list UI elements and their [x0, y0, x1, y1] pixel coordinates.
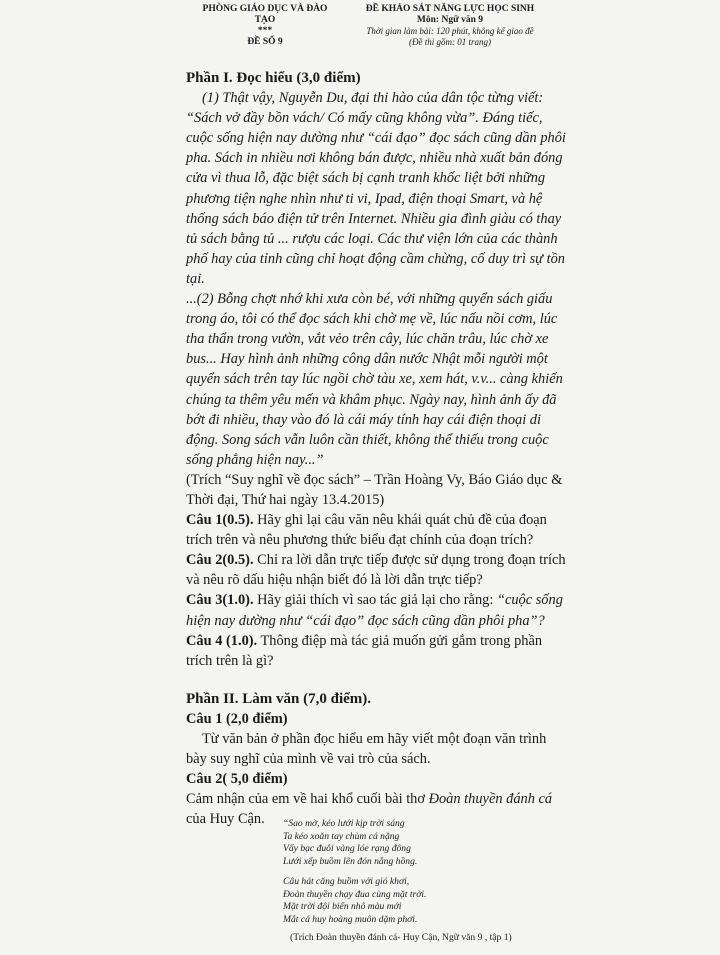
poem-line: Đoàn thuyền chạy đua cùng mặt trời.	[283, 888, 427, 900]
question-2	[186, 550, 566, 590]
part1-title: Phần I. Đọc hiểu (3,0 điểm)	[186, 70, 361, 86]
essay-2-label: Câu 2( 5,0 điểm)	[186, 771, 288, 788]
department-name: PHÒNG GIÁO DỤC VÀ ĐÀO	[202, 4, 328, 14]
passage-source: (Trích “Suy nghĩ về đọc sách” – Trần Hoàng Vy, Báo Giáo dục & Thời đại, Thứ hai ngày 13.4.2015)	[186, 471, 563, 508]
page-count: (Đề thi gồm: 01 trang)	[409, 37, 491, 47]
passage-paragraph-1: (1) Thật vậy, Nguyễn Du, đại thi hào của dân tộc từng viết: “Sách vở đầy bồn vách/ Có mấy cũng không vừa”. Đáng tiếc, cuộc sống hiện nay dường như “cái đạo” đọc sách cũng dần phôi pha. Sách in nhiều nơi không bán được, nhiều nhà xuất bản đóng cửa vì thua lỗ, đặc biệt sách bị cạnh tranh khốc liệt bởi những phương tiện nghe nhìn như ti vi, Ipad, điện thoại Smart, và hệ thống sách báo điện tử trên Internet. Nhiều gia đình giàu có thay tủ sách bằng tủ ... rượu các loại. Các thư viện lớn của các thành phố hay của tỉnh cũng chỉ hoạt động cầm chừng, cố duy trì sự tồn tại.	[186, 90, 566, 287]
subject: Môn: Ngữ văn 9	[416, 15, 484, 25]
essay-1-label: Câu 1 (2,0 điểm)	[186, 710, 288, 727]
essay-1-prompt: Từ văn bản ở phần đọc hiểu em hãy viết một đoạn văn trình bày suy nghĩ của mình về vai trò của sách.	[186, 731, 547, 768]
part2-title: Phần II. Làm văn (7,0 điểm).	[186, 690, 372, 707]
header-right	[345, 4, 555, 48]
question-3-quote: “cuộc sống hiện nay dường như “cái đạo” đọc sách cũng dần phôi pha”?	[186, 592, 563, 629]
question-2-text: Chỉ ra lời dẫn trực tiếp được sử dụng trong đoạn trích và nêu rõ dấu hiệu nhận biết đó là lời dẫn trực tiếp?	[186, 552, 566, 589]
poem-line: Ta kéo xoăn tay chùm cá nặng	[283, 830, 400, 842]
poem-title: Đoàn thuyền đánh cá	[428, 791, 553, 808]
question-3	[186, 590, 566, 630]
time-allowed: Thời gian làm bài: 120 phút, không kể giao đề	[366, 26, 534, 36]
header-left	[190, 4, 340, 48]
question-4-label: Câu 4 (1.0).	[186, 632, 258, 649]
header-stars: ***	[257, 26, 273, 36]
poem-line: Lưới xếp buồm lên đón nắng hồng.	[283, 855, 418, 867]
department-name-cont: TẠO	[254, 15, 276, 25]
question-4	[186, 631, 566, 671]
essay-2-prompt-b: của Huy Cận.	[186, 811, 265, 828]
poem-excerpt	[283, 818, 523, 934]
poem-stanza-2	[283, 876, 523, 926]
question-1-label: Câu 1(0.5).	[186, 512, 254, 529]
question-2-label: Câu 2(0.5).	[186, 552, 254, 569]
essay-2-prompt-a: Cảm nhận của em về hai khổ cuối bài thơ	[186, 791, 429, 808]
question-1	[186, 510, 566, 550]
question-3-text: Hãy giải thích vì sao tác giả lại cho rằng:	[253, 592, 497, 609]
poem-line: Mắt cá huy hoàng muôn dặm phơi.	[283, 913, 418, 925]
exam-number: ĐỀ SỐ 9	[247, 37, 283, 47]
question-4-text: Thông điệp mà tác giả muốn gửi gắm trong phần trích trên là gì?	[186, 632, 543, 669]
poem-line: Vẩy bạc đuôi vàng lóe rạng đông	[283, 843, 411, 854]
poem-line: Mặt trời đội biển nhô màu mới	[283, 901, 402, 912]
passage-paragraph-2: ...(2) Bỗng chợt nhớ khi xưa còn bé, với những quyển sách giấu trong áo, tôi có thể đọc sách khi chờ mẹ về, lúc nấu nồi cơm, lúc tha thẩn trong vườn, vắt vẻo trên cây, lúc chăn trâu, lúc chờ xe bus... Hay hình ảnh những công dân nước Nhật mỗi người một quyển sách trên tay lúc ngồi chờ tàu xe, xem hát, v.v... càng khiến chúng ta thêm yêu mến và khâm phục. Ngày nay, hình ảnh ấy đã bớt đi nhiều, thay vào đó là cái máy tính hay cái điện thoại di động. Song sách vẫn luôn cần thiết, không thể thiếu trong cuộc sống phẳng hiện nay...”	[186, 291, 563, 468]
poem-line: “Sao mờ, kéo lưới kịp trời sáng	[283, 818, 405, 829]
poem-stanza-1	[283, 818, 523, 868]
exam-body	[186, 68, 566, 829]
question-1-text: Hãy ghi lại câu văn nêu khái quát chủ đề của đoạn trích trên và nêu phương thức biểu đạt chính của đoạn trích?	[186, 512, 547, 549]
poem-credit: (Trích Đoàn thuyền đánh cá- Huy Cận, Ngữ văn 9 , tập 1)	[290, 932, 512, 943]
poem-line: Câu hát căng buồm với gió khơi,	[283, 876, 410, 887]
exam-title: ĐỀ KHẢO SÁT NĂNG LỰC HỌC SINH	[365, 4, 535, 14]
question-3-label: Câu 3(1.0).	[186, 592, 254, 609]
